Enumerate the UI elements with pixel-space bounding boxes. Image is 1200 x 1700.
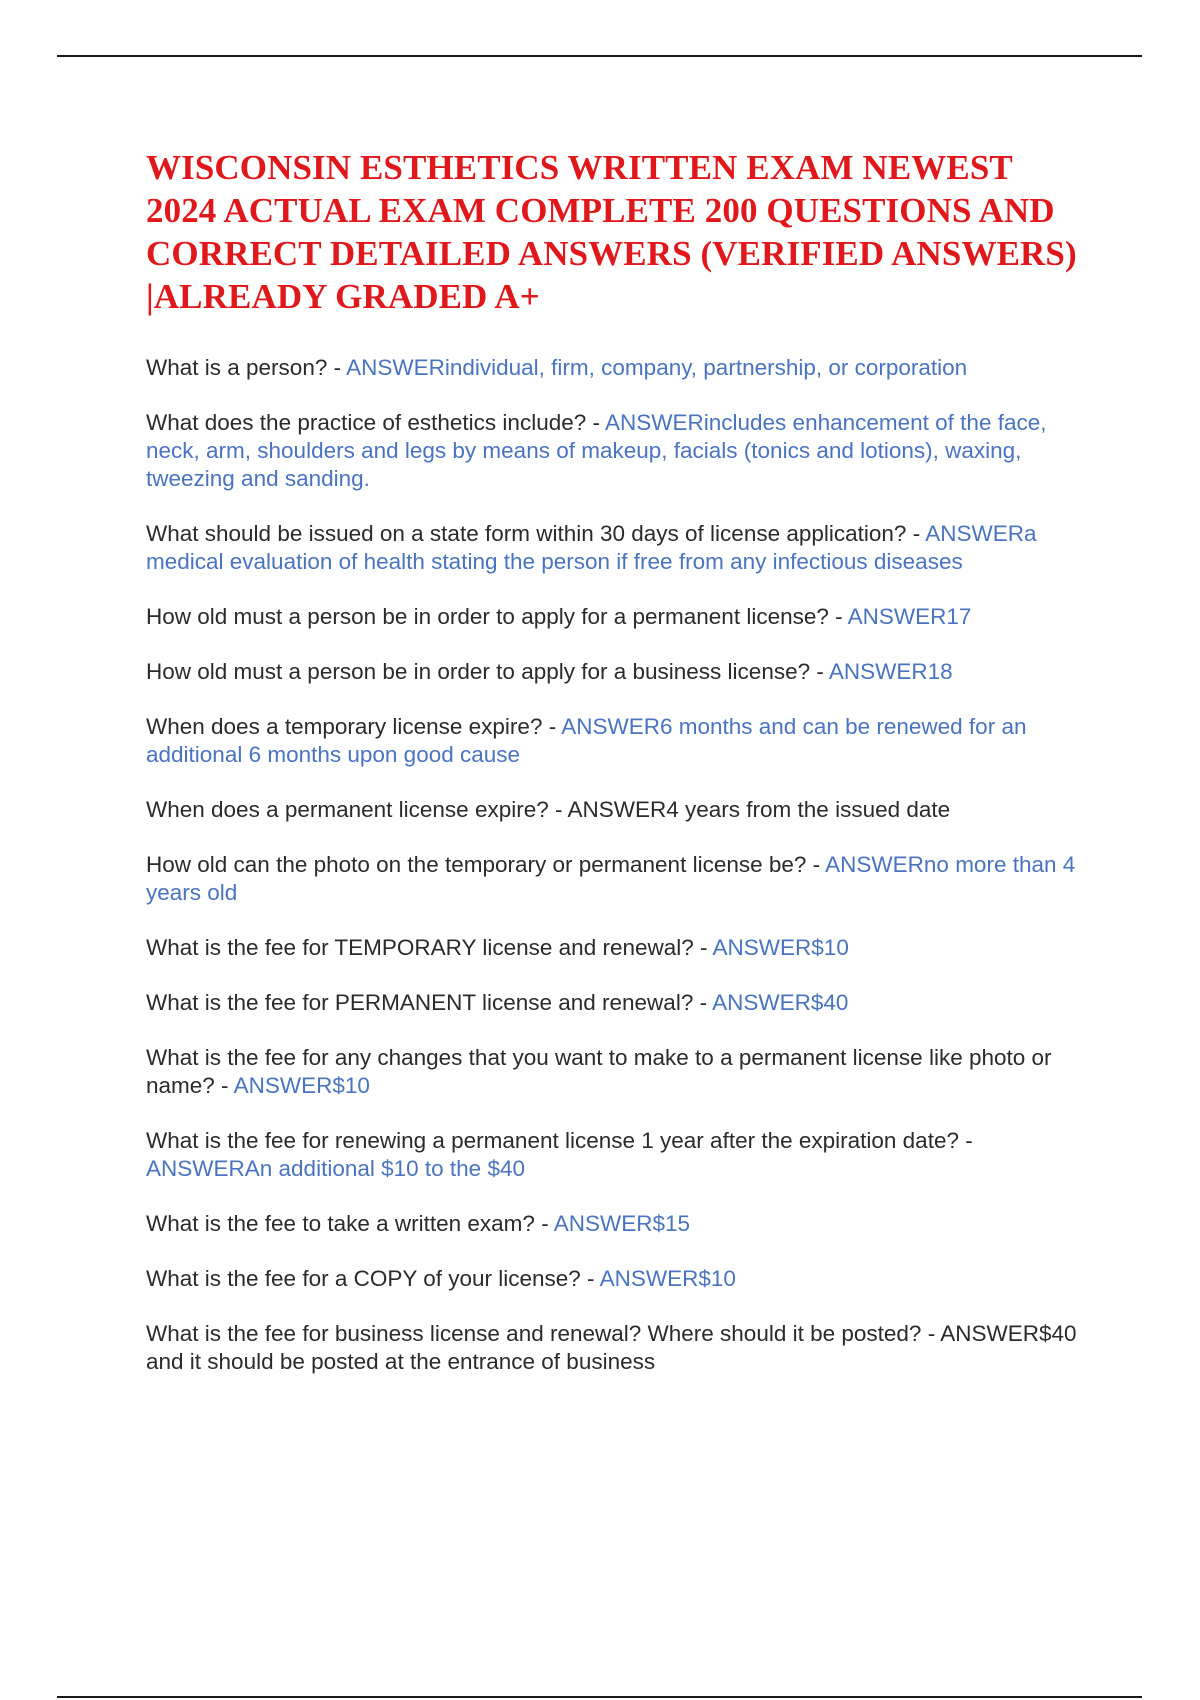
question-text: How old can the photo on the temporary or permanent license be? - <box>146 852 826 877</box>
question-text: What is the fee for TEMPORARY license and renewal? - <box>146 935 713 960</box>
answer-text: ANSWER4 years from the issued date <box>567 797 951 822</box>
question-text: What should be issued on a state form within 30 days of license application? - <box>146 521 926 546</box>
qa-item <box>146 796 1086 824</box>
question-text: How old must a person be in order to apply for a permanent license? - <box>146 604 848 629</box>
question-text: When does a temporary license expire? - <box>146 714 562 739</box>
answer-text: ANSWERno more than 4 years old <box>146 852 1076 905</box>
qa-item <box>146 1210 1086 1238</box>
qa-item <box>146 713 1086 769</box>
bottom-rule <box>57 1696 1142 1698</box>
answer-text: ANSWER$40 <box>712 990 849 1015</box>
question-text: What is the fee for renewing a permanent license 1 year after the expiration date? - <box>146 1128 973 1153</box>
question-text: What is the fee for any changes that you want to make to a permanent license like photo or name? - <box>146 1045 1052 1098</box>
answer-text: ANSWER6 months and can be renewed for an additional 6 months upon good cause <box>146 714 1027 767</box>
document-body <box>146 146 1086 1403</box>
qa-item <box>146 520 1086 576</box>
answer-text: ANSWER$10 <box>712 935 849 960</box>
document-title: WISCONSIN ESTHETICS WRITTEN EXAM NEWEST 2024 ACTUAL EXAM COMPLETE 200 QUESTIONS AND CORRECT DETAILED ANSWERS (VERIFIED ANSWERS) |ALREADY GRADED A+ <box>146 148 1077 316</box>
answer-text: ANSWER17 <box>847 604 972 629</box>
question-text: What is a person? - <box>146 355 347 380</box>
question-text: What is the fee for PERMANENT license and renewal? - <box>146 990 713 1015</box>
answer-text: ANSWER$10 <box>233 1073 370 1098</box>
qa-item <box>146 603 1086 631</box>
answer-text: ANSWERincludes enhancement of the face, neck, arm, shoulders and legs by means of makeup, facials (tonics and lotions), waxing, tweezing and sanding. <box>146 410 1047 491</box>
answer-text: ANSWER$40 and it should be posted at the entrance of business <box>146 1321 1077 1374</box>
qa-item <box>146 989 1086 1017</box>
qa-item <box>146 658 1086 686</box>
qa-item <box>146 1127 1086 1183</box>
answer-text: ANSWER$15 <box>553 1211 690 1236</box>
answer-text: ANSWERAn additional $10 to the $40 <box>146 1156 525 1181</box>
question-text: What is the fee to take a written exam? - <box>146 1211 554 1236</box>
answer-text: ANSWER18 <box>828 659 953 684</box>
question-text: What is the fee for business license and renewal? Where should it be posted? - <box>146 1321 941 1346</box>
qa-item <box>146 1320 1086 1376</box>
qa-item <box>146 851 1086 907</box>
question-text: What is the fee for a COPY of your license? - <box>146 1266 600 1291</box>
question-text: What does the practice of esthetics include? - <box>146 410 605 435</box>
qa-item <box>146 354 1086 382</box>
top-rule <box>57 55 1142 57</box>
qa-item <box>146 409 1086 493</box>
answer-text: ANSWERa medical evaluation of health stating the person if free from any infectious diseases <box>146 521 1037 574</box>
answer-text: ANSWER$10 <box>599 1266 736 1291</box>
question-text: How old must a person be in order to apply for a business license? - <box>146 659 829 684</box>
question-text: When does a permanent license expire? - <box>146 797 568 822</box>
qa-item <box>146 934 1086 962</box>
qa-item <box>146 1265 1086 1293</box>
qa-item <box>146 1044 1086 1100</box>
answer-text: ANSWERindividual, firm, company, partnership, or corporation <box>346 355 968 380</box>
